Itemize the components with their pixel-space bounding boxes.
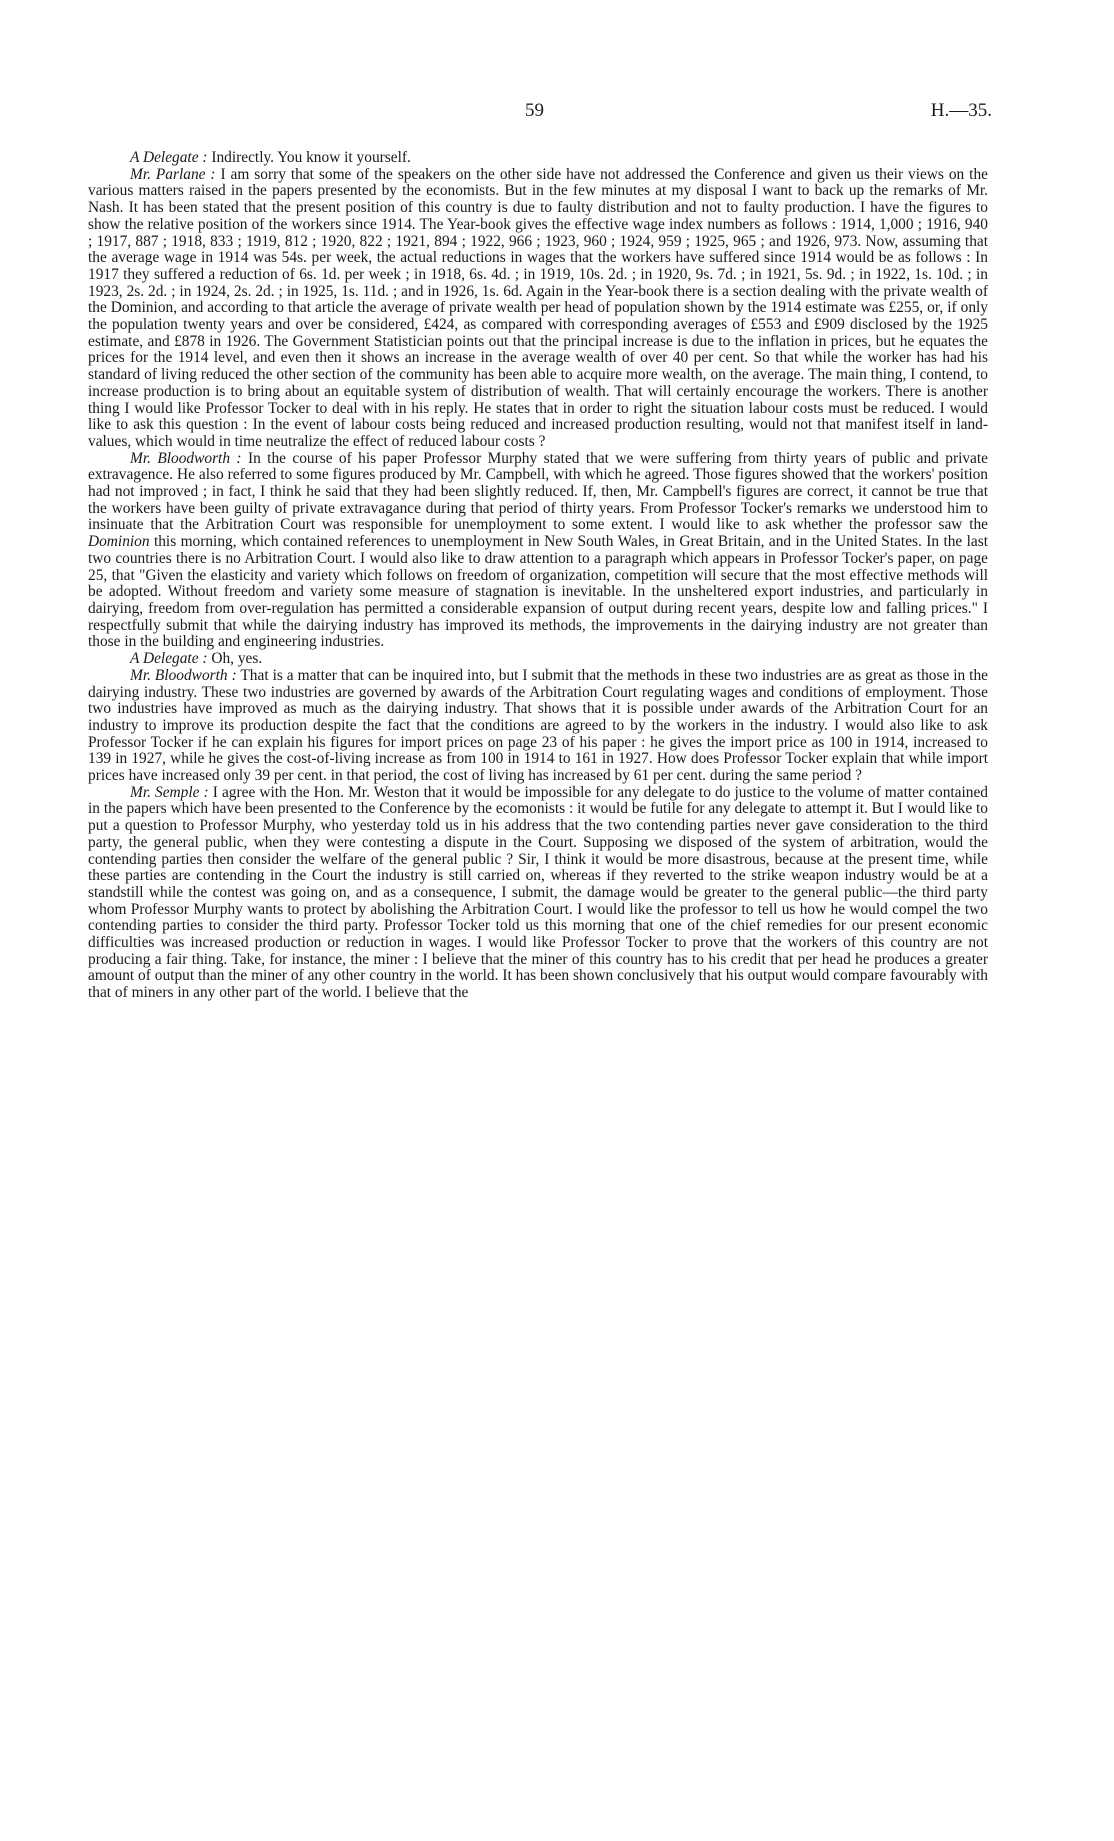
paragraph-text: In the course of his paper Professor Murphy stated that we were suffering from thirty years of public and private extravagence. He also referred to some figures produced by Mr. Campbell, with which he agreed. Those figures showed that the workers' position had not improved ; in fact, I think he said that they had been slightly reduced. If, then, Mr. Campbell's figures are correct, it cannot be true that the workers have been guilty of private extravagance during that period of thirty years. From Professor Tocker's remarks we understood him to insinuate that the Arbitration Court was responsible for unemployment to some extent. I would like to ask whether the professor saw the xyxy=(88,449,988,534)
speaker-name: Mr. Bloodworth : xyxy=(130,666,237,684)
paragraph xyxy=(88,785,988,1002)
speaker-name: Mr. Semple : xyxy=(130,783,209,801)
speaker-name: A Delegate : xyxy=(130,650,208,668)
paragraph-text: That is a matter that can be inquired into, but I submit that the methods in these two industries are as great as those in the dairying industry. These two industries are governed by awards of the Arbitration Court regulating wages and conditions of employment. Those two industries have improved as much as the dairying industry. That shows that it is possible under awards of the Arbitration Court for an industry to improve its production despite the fact that the conditions are agreed to by the workers in the industry. I would also like to ask Professor Tocker if he can explain his figures for import prices on page 23 of his paper : he gives the import price as 100 in 1914, increased to 139 in 1927, while he gives the cost-of-living increase as from 100 in 1914 to 161 in 1927. How does Professor Tocker explain that while import prices have increased only 39 per cent. in that period, the cost of living has increased by 61 per cent. during the same period ? xyxy=(88,666,988,785)
paragraph xyxy=(88,150,988,167)
paragraph-text: Indirectly. You know it yourself. xyxy=(207,149,411,166)
paragraph-text: this morning, which contained references to unemployment in New South Wales, in Great Britain, and in the United States. In the last two countries there is no Arbitration Court. I would also like to draw attention to a paragraph which appears in Professor Tocker's paper, on page 25, that "Given the elasticity and variety which follows on freedom of organization, competition will secure that the most effective methods will be adopted. Without freedom and variety some measure of stagnation is inevitable. In the unsheltered export industries, and particularly in dairying, freedom from over-regulation has permitted a considerable expansion of output during recent years, despite low and falling prices." I respectfully submit that while the dairying industry has improved its methods, the improvements in the dairying industry are not greater than those in the building and engineering industries. xyxy=(88,533,988,651)
speaker-name: A Delegate : xyxy=(130,149,208,166)
page-header xyxy=(0,100,1114,124)
paragraph-text: I agree with the Hon. Mr. Weston that it would be impossible for any delegate to do justice to the volume of matter contained in the papers which have been presented to the Conference by the ecomonists : it would be futile for any delegate to attempt it. But I would like to put a question to Professor Murphy, who yesterday told us in his address that the two contending parties never gave consideration to the third party, the general public, when they were contesting a dispute in the Court. Supposing we disposed of the system of arbitration, would the contending parties then consider the welfare of the general public ? Sir, I think it would be more disastrous, because at the present time, while these parties are contending in the Court the industry is still carried on, whereas if they reverted to the strike weapon industry would be at a standstill while the contest was going on, and as a consequence, I submit, the damage would be greater to the general public—the third party whom Professor Murphy wants to protect by abolishing the Arbitration Court. I would like the professor to tell us how he would compel the two contending parties to consider the third party. Professor Tocker told us this morning that one of the chief remedies for our present economic difficulties was increased production or reduction in wages. I would like Professor Tocker to prove that the workers of this country are not producing a fair thing. Take, for instance, the miner : I believe that the miner of this country has to his credit that per head he produces a greater amount of output than the miner of any other country in the world. It has been shown conclusively that his output would compare favourably with that of miners in any other part of the world. I believe that the xyxy=(88,783,989,1002)
page-number: 59 xyxy=(525,100,544,121)
paragraph xyxy=(88,167,988,451)
document-reference: H.—35. xyxy=(930,100,992,121)
speaker-name: Mr. Parlane : xyxy=(130,165,216,183)
paragraph-text: I am sorry that some of the speakers on the other side have not addressed the Conference and given us their views on the various matters raised in the papers presented by the economists. But in the few minutes at my disposal I want to back up the remarks of Mr. Nash. It has been stated that the present position of this country is due to faulty distribution and not to faulty production. I have the figures to show the relative position of the workers since 1914. The Year-book gives the effective wage index numbers as follows : 1914, 1,000 ; 1916, 940 ; 1917, 887 ; 1918, 833 ; 1919, 812 ; 1920, 822 ; 1921, 894 ; 1922, 966 ; 1923, 960 ; 1924, 959 ; 1925, 965 ; and 1926, 973. Now, assuming that the average wage in 1914 was 54s. per week, the actual reductions in wages that the workers have suffered since 1914 would be as follows : In 1917 they suffered a reduction of 6s. 1d. per week ; in 1918, 6s. 4d. ; in 1919, 10s. 2d. ; in 1920, 9s. 7d. ; in 1921, 5s. 9d. ; in 1922, 1s. 10d. ; in 1923, 2s. 2d. ; in 1924, 2s. 2d. ; in 1925, 1s. 11d. ; and in 1926, 1s. 6d. Again in the Year-book there is a section dealing with the private wealth of the Dominion, and according to that article the average of private wealth per head of population shown by the 1914 estimate was £255, or, if only the population twenty years and over be considered, £424, as compared with corresponding averages of £553 and £909 disclosed by the 1925 estimate, and £878 in 1926. The Government Statistician points out that the principal increase is due to the inflation in prices, but he equates the prices for the 1914 level, and even then it shows an increase in the average wealth of over 40 per cent. So that while the worker has had his standard of living reduced the other section of the community has been able to acquire more wealth, on the average. The main thing, I contend, to increase production is to bring about an equitable system of distribution of wealth. That will certainly encourage the workers. There is another thing I would like Professor Tocker to deal with in his reply. He states that in order to right the situation labour costs must be reduced. I would like to ask this question : In the event of labour costs being reduced and increased production resulting, would not that manifest itself in land-values, which would in time neutralize the effect of reduced labour costs ? xyxy=(88,165,988,450)
speaker-name: Mr. Bloodworth : xyxy=(130,449,242,467)
paragraph xyxy=(88,651,988,668)
paragraph-text: Oh, yes. xyxy=(207,650,263,668)
paragraph xyxy=(88,451,988,651)
paragraph xyxy=(88,668,988,785)
page-body xyxy=(88,150,988,1002)
newspaper-title: Dominion xyxy=(88,533,150,551)
